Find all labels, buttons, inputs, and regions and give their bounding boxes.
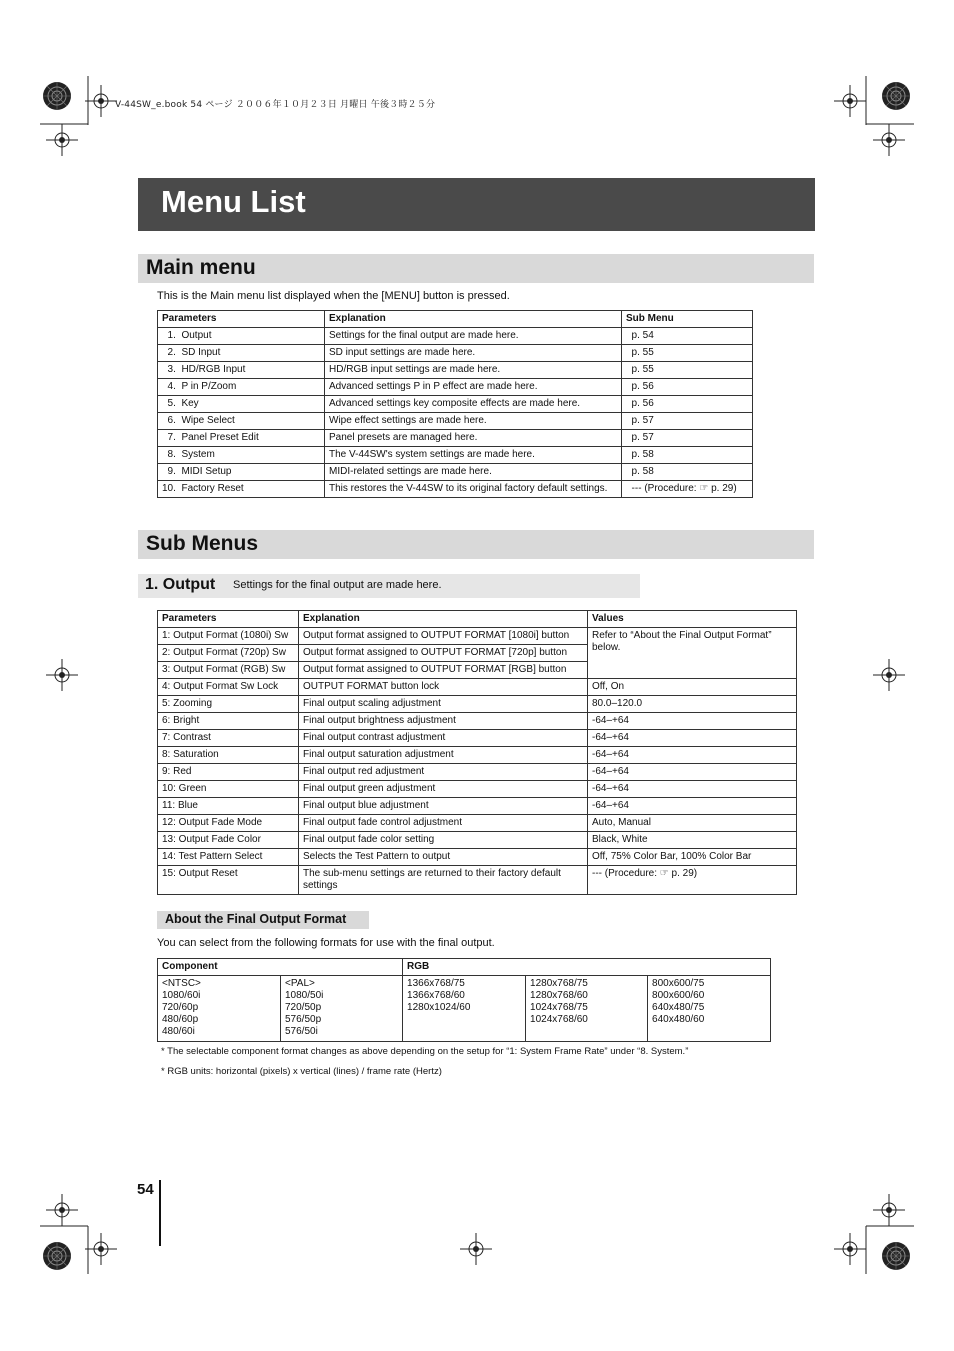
value-cell: Refer to “About the Final Output Format” below. [588, 628, 797, 679]
explanation-cell: Final output fade color setting [299, 832, 588, 849]
column-header: Sub Menu [622, 311, 753, 328]
main-menu-heading-bar [138, 254, 814, 283]
page-title: Menu List [161, 184, 306, 219]
value-cell: Off, On [588, 679, 797, 696]
output-submenu-table [157, 610, 797, 895]
table-row [158, 679, 797, 696]
param-cell: 14: Test Pattern Select [158, 849, 299, 866]
param-cell: 2. SD Input [158, 345, 325, 362]
table-row [158, 447, 753, 464]
table-row [158, 481, 753, 498]
param-cell: 9: Red [158, 764, 299, 781]
param-cell: 5: Zooming [158, 696, 299, 713]
format-entry: 800x600/60 [652, 990, 705, 1001]
file-header-line: V-44SW_e.book 54 ページ ２００６年１０月２３日 月曜日 午後３時２５分 [115, 100, 436, 110]
format-entry: 640x480/75 [652, 1002, 705, 1013]
param-cell: 9. MIDI Setup [158, 464, 325, 481]
submenu-cell: p. 56 [622, 379, 753, 396]
explanation-cell: Advanced settings P in P effect are made here. [325, 379, 622, 396]
table-row [158, 764, 797, 781]
explanation-cell: Final output brightness adjustment [299, 713, 588, 730]
footnote-component: * The selectable component format changes as above depending on the setup for “1: System Frame Rate” under “8. System.” [161, 1046, 689, 1057]
value-cell: -64–+64 [588, 798, 797, 815]
rgb-formats-col2 [526, 976, 648, 1042]
explanation-cell: HD/RGB input settings are made here. [325, 362, 622, 379]
ntsc-formats [158, 976, 281, 1042]
value-cell: -64–+64 [588, 764, 797, 781]
table-header-row [158, 311, 753, 328]
main-menu-heading: Main menu [146, 256, 256, 279]
format-entry: 480/60i [162, 1026, 195, 1037]
submenu-cell: p. 58 [622, 464, 753, 481]
format-entry: 1280x768/60 [530, 990, 588, 1001]
submenu-cell: p. 54 [622, 328, 753, 345]
format-entry: 480/60p [162, 1014, 199, 1025]
param-cell: 4. P in P/Zoom [158, 379, 325, 396]
value-cell: -64–+64 [588, 781, 797, 798]
param-cell: 1: Output Format (1080i) Sw [158, 628, 299, 645]
final-output-format-heading-bar [157, 911, 369, 929]
format-entry: 1280x768/75 [530, 978, 588, 989]
column-header-rgb: RGB [403, 959, 771, 976]
explanation-cell: Panel presets are managed here. [325, 430, 622, 447]
format-entry: 1366x768/60 [407, 990, 465, 1001]
explanation-cell: Final output blue adjustment [299, 798, 588, 815]
footnote-rgb-units: * RGB units: horizontal (pixels) x vertical (lines) / frame rate (Hertz) [161, 1066, 442, 1077]
sub-menus-heading: Sub Menus [146, 532, 259, 555]
explanation-cell: OUTPUT FORMAT button lock [299, 679, 588, 696]
table-row [158, 345, 753, 362]
explanation-cell: Selects the Test Pattern to output [299, 849, 588, 866]
column-header: Explanation [299, 611, 588, 628]
table-row [158, 866, 797, 895]
final-output-format-heading: About the Final Output Format [165, 912, 347, 926]
param-cell: 13: Output Fade Color [158, 832, 299, 849]
explanation-cell: Output format assigned to OUTPUT FORMAT [720p] button [299, 645, 588, 662]
explanation-cell: Final output saturation adjustment [299, 747, 588, 764]
param-cell: 11: Blue [158, 798, 299, 815]
submenu-cell: --- (Procedure: ☞ p. 29) [622, 481, 753, 498]
output-section-description: Settings for the final output are made here. [233, 579, 442, 591]
param-cell: 7: Contrast [158, 730, 299, 747]
format-entry: <NTSC> [162, 978, 201, 989]
format-entry: 1366x768/75 [407, 978, 465, 989]
table-row [158, 628, 797, 645]
table-row [158, 713, 797, 730]
explanation-cell: Output format assigned to OUTPUT FORMAT [RGB] button [299, 662, 588, 679]
explanation-cell: This restores the V-44SW to its original factory default settings. [325, 481, 622, 498]
rgb-formats-col3 [648, 976, 771, 1042]
explanation-cell: Final output fade control adjustment [299, 815, 588, 832]
param-cell: 8. System [158, 447, 325, 464]
table-row [158, 379, 753, 396]
table-row [158, 696, 797, 713]
value-cell: Black, White [588, 832, 797, 849]
table-row [158, 730, 797, 747]
format-entry: 576/50p [285, 1014, 322, 1025]
explanation-cell: Final output red adjustment [299, 764, 588, 781]
submenu-cell: p. 57 [622, 430, 753, 447]
value-cell: -64–+64 [588, 713, 797, 730]
column-header: Parameters [158, 311, 325, 328]
format-entry: 1024x768/75 [530, 1002, 588, 1013]
param-cell: 6. Wipe Select [158, 413, 325, 430]
column-header: Explanation [325, 311, 622, 328]
table-row [158, 464, 753, 481]
format-entry: <PAL> [285, 978, 315, 989]
table-row [158, 747, 797, 764]
pal-formats [281, 976, 403, 1042]
format-entry: 800x600/75 [652, 978, 705, 989]
param-cell: 5. Key [158, 396, 325, 413]
rgb-formats-col1 [403, 976, 526, 1042]
param-cell: 1. Output [158, 328, 325, 345]
param-cell: 6: Bright [158, 713, 299, 730]
param-cell: 8: Saturation [158, 747, 299, 764]
value-cell: -64–+64 [588, 730, 797, 747]
column-header: Values [588, 611, 797, 628]
param-cell: 12: Output Fade Mode [158, 815, 299, 832]
param-cell: 4: Output Format Sw Lock [158, 679, 299, 696]
explanation-cell: SD input settings are made here. [325, 345, 622, 362]
table-row [158, 396, 753, 413]
format-entry: 720/60p [162, 1002, 199, 1013]
output-section-title: 1. Output [145, 576, 216, 593]
format-entry: 1024x768/60 [530, 1014, 588, 1025]
table-row [158, 328, 753, 345]
output-section-bar [138, 574, 640, 598]
explanation-cell: The sub-menu settings are returned to their factory default settings [299, 866, 588, 895]
page-number-rule [159, 1180, 161, 1246]
format-entry: 720/50p [285, 1002, 322, 1013]
value-cell: -64–+64 [588, 747, 797, 764]
value-cell: --- (Procedure: ☞ p. 29) [588, 866, 797, 895]
submenu-cell: p. 55 [622, 345, 753, 362]
format-entry: 1280x1024/60 [407, 1002, 471, 1013]
format-entry: 640x480/60 [652, 1014, 705, 1025]
page-title-bar [138, 178, 815, 231]
param-cell: 3. HD/RGB Input [158, 362, 325, 379]
explanation-cell: The V-44SW's system settings are made here. [325, 447, 622, 464]
format-entry: 1080/60i [162, 990, 201, 1001]
submenu-cell: p. 56 [622, 396, 753, 413]
page-number: 54 [137, 1181, 154, 1198]
format-table [157, 958, 771, 1042]
table-row [158, 832, 797, 849]
submenu-cell: p. 58 [622, 447, 753, 464]
table-header-row [158, 959, 771, 976]
table-row [158, 430, 753, 447]
explanation-cell: Final output green adjustment [299, 781, 588, 798]
explanation-cell: Advanced settings key composite effects are made here. [325, 396, 622, 413]
table-row [158, 976, 771, 1042]
param-cell: 7. Panel Preset Edit [158, 430, 325, 447]
column-header-component: Component [158, 959, 403, 976]
explanation-cell: Final output contrast adjustment [299, 730, 588, 747]
format-entry: 576/50i [285, 1026, 318, 1037]
value-cell: Off, 75% Color Bar, 100% Color Bar [588, 849, 797, 866]
main-menu-intro: This is the Main menu list displayed when the [MENU] button is pressed. [157, 290, 510, 302]
param-cell: 3: Output Format (RGB) Sw [158, 662, 299, 679]
value-cell: 80.0–120.0 [588, 696, 797, 713]
explanation-cell: MIDI-related settings are made here. [325, 464, 622, 481]
value-cell: Auto, Manual [588, 815, 797, 832]
param-cell: 10. Factory Reset [158, 481, 325, 498]
table-row [158, 781, 797, 798]
format-entry: 1080/50i [285, 990, 324, 1001]
param-cell: 10: Green [158, 781, 299, 798]
param-cell: 15: Output Reset [158, 866, 299, 895]
explanation-cell: Wipe effect settings are made here. [325, 413, 622, 430]
submenu-cell: p. 57 [622, 413, 753, 430]
table-row [158, 849, 797, 866]
table-row [158, 362, 753, 379]
submenu-cell: p. 55 [622, 362, 753, 379]
sub-menus-heading-bar [138, 530, 814, 559]
table-row [158, 815, 797, 832]
main-menu-table [157, 310, 753, 498]
explanation-cell: Final output scaling adjustment [299, 696, 588, 713]
explanation-cell: Output format assigned to OUTPUT FORMAT [1080i] button [299, 628, 588, 645]
column-header: Parameters [158, 611, 299, 628]
param-cell: 2: Output Format (720p) Sw [158, 645, 299, 662]
final-output-format-intro: You can select from the following formats for use with the final output. [157, 937, 495, 949]
table-row [158, 798, 797, 815]
table-row [158, 413, 753, 430]
explanation-cell: Settings for the final output are made here. [325, 328, 622, 345]
table-header-row [158, 611, 797, 628]
